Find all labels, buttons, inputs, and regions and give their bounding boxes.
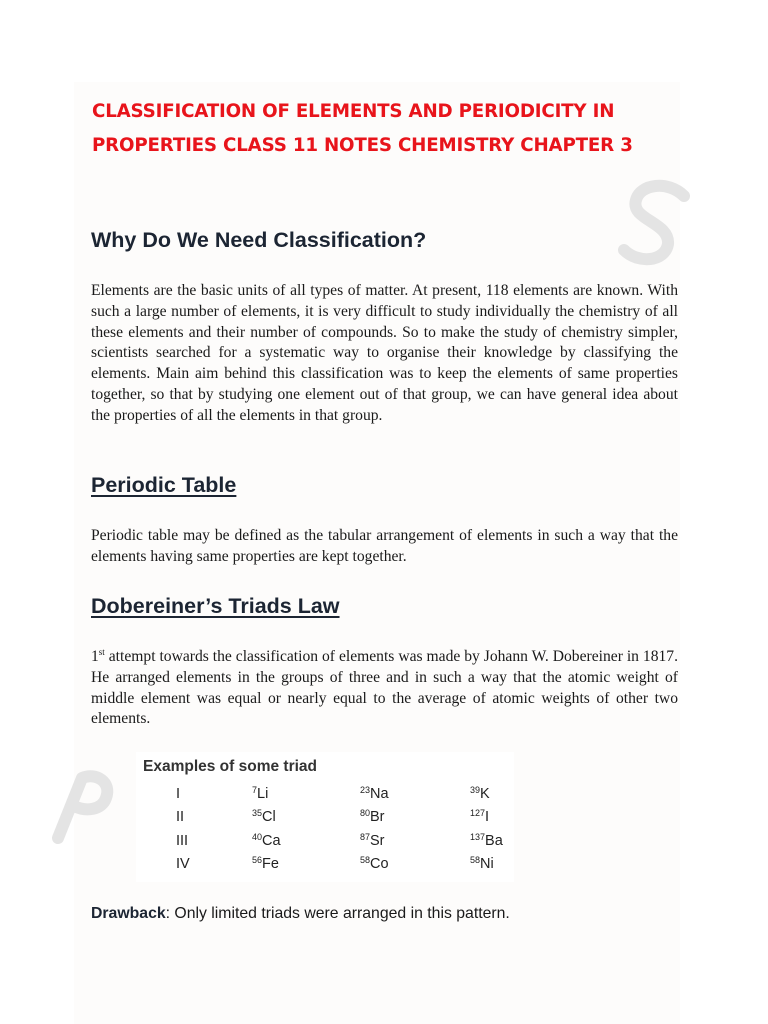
- drawback-label: Drawback: [91, 905, 166, 922]
- triad-element: [360, 833, 385, 849]
- mass-number: 7: [252, 785, 258, 795]
- element-symbol: Co: [370, 856, 389, 872]
- triad-element: [470, 856, 494, 872]
- mass-number: 80: [360, 808, 371, 818]
- triad-examples-figure: [136, 752, 514, 882]
- mass-number: 40: [252, 832, 263, 842]
- triad-element: [360, 856, 389, 872]
- triad-row: [136, 856, 514, 880]
- triad-element: [360, 786, 389, 802]
- element-symbol: Br: [370, 809, 385, 825]
- paragraph-why-classification: Elements are the basic units of all types of matter. At present, 118 elements are known. With such a large number of elements, it is very difficult to study individually the chemistry of all these elements and their number of compounds. So to make the study of chemistry simpler, scientists searched for a systematic way to organise their knowledge by classifying the elements. Main aim behind this classification was to keep the elements of same properties together, so that by studying one element out of that group, we can have general idea about the properties of all the elements in that group.: [91, 282, 678, 424]
- heading-dobereiner-triads: Dobereiner’s Triads Law: [91, 594, 340, 618]
- triad-row: [136, 809, 514, 833]
- mass-number: 23: [360, 785, 371, 795]
- mass-number: 137: [470, 832, 486, 842]
- paragraph-dobereiner: [91, 647, 678, 730]
- triad-row-label: III: [176, 833, 189, 849]
- heading-why-classification: Why Do We Need Classification?: [91, 228, 427, 252]
- element-symbol: Li: [257, 786, 269, 802]
- mass-number: 58: [470, 855, 481, 865]
- triad-element: [360, 809, 385, 825]
- triad-element: [470, 833, 503, 849]
- triad-element: [252, 809, 276, 825]
- triad-row-label: IV: [176, 856, 190, 872]
- mass-number: 56: [252, 855, 263, 865]
- ordinal-number: 1: [91, 648, 99, 665]
- mass-number: 39: [470, 785, 481, 795]
- element-symbol: Sr: [370, 833, 385, 849]
- triad-element: [252, 833, 281, 849]
- element-symbol: Cl: [262, 809, 276, 825]
- element-symbol: Ca: [262, 833, 281, 849]
- mass-number: 35: [252, 808, 263, 818]
- document-title: CLASSIFICATION OF ELEMENTS AND PERIODICITY IN PROPERTIES CLASS 11 NOTES CHEMISTRY CHAPTER 3: [92, 100, 633, 156]
- ordinal-suffix: st: [98, 647, 105, 657]
- element-symbol: Na: [370, 786, 389, 802]
- drawback-text: : Only limited triads were arranged in this pattern.: [165, 905, 510, 922]
- element-symbol: Ba: [485, 833, 503, 849]
- triad-row: [136, 833, 514, 857]
- triad-element: [470, 786, 490, 802]
- triad-row-label: II: [176, 809, 185, 825]
- paragraph-dobereiner-text: attempt towards the classification of elements was made by Johann W. Dobereiner in 1817. He arranged elements in the groups of three and in such a way that the atomic weight of middle element was equal or nearly equal to the average of atomic weights of other two elements.: [91, 648, 678, 728]
- mass-number: 87: [360, 832, 371, 842]
- triad-row-label: I: [176, 786, 181, 802]
- heading-periodic-table: Periodic Table: [91, 473, 237, 497]
- triad-element: [252, 786, 268, 802]
- triad-row: [136, 786, 514, 810]
- mass-number: 58: [360, 855, 371, 865]
- element-symbol: I: [485, 809, 490, 825]
- triad-examples-title: Examples of some triad: [143, 758, 318, 775]
- drawback-note: [91, 905, 510, 923]
- triad-element: [252, 856, 279, 872]
- element-symbol: Ni: [480, 856, 494, 872]
- mass-number: 127: [470, 808, 486, 818]
- triad-element: [470, 809, 489, 825]
- element-symbol: Fe: [262, 856, 279, 872]
- element-symbol: K: [480, 786, 490, 802]
- paragraph-periodic-table: Periodic table may be defined as the tabular arrangement of elements in such a way that the elements having same properties are kept together.: [91, 527, 678, 565]
